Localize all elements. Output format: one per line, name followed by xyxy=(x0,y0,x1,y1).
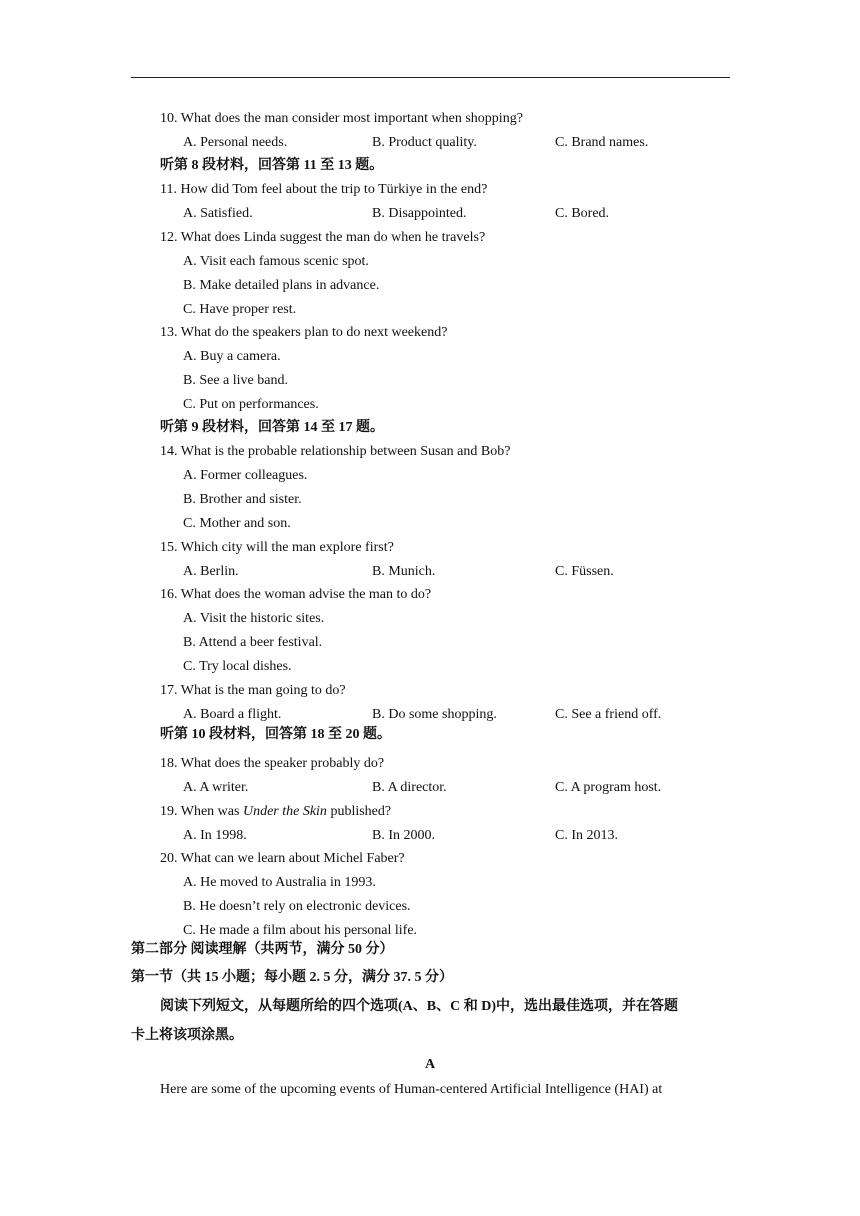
q16-option-b: B. Attend a beer festival. xyxy=(183,635,323,650)
book-title: Under the Skin xyxy=(242,804,327,819)
question-12: 12. What does Linda suggest the man do when he travels? xyxy=(160,230,486,245)
question-20: 20. What can we learn about Michel Faber? xyxy=(160,851,405,866)
q15-option-c: C. Füssen. xyxy=(555,564,614,579)
q10-option-c: C. Brand names. xyxy=(555,135,649,150)
q18-option-a: A. A writer. xyxy=(183,780,249,795)
q10-option-a: A. Personal needs. xyxy=(183,135,288,150)
q15-option-b: B. Munich. xyxy=(372,564,436,579)
q19-option-a: A. In 1998. xyxy=(183,828,247,843)
q15-option-a: A. Berlin. xyxy=(183,564,239,579)
instruction-line-2: 卡上将该项涂黑。 xyxy=(131,1028,243,1043)
question-17: 17. What is the man going to do? xyxy=(160,683,346,698)
q13-option-c: C. Put on performances. xyxy=(183,397,319,412)
part-two-title: 第二部分 阅读理解（共两节，满分 50 分） xyxy=(131,942,394,957)
q12-option-c: C. Have proper rest. xyxy=(183,302,297,317)
question-10: 10. What does the man consider most important when shopping? xyxy=(160,111,523,126)
q14-option-c: C. Mother and son. xyxy=(183,516,291,531)
passage-label: A xyxy=(424,1057,436,1072)
q11-option-c: C. Bored. xyxy=(555,206,610,221)
q20-option-b: B. He doesn’t rely on electronic devices. xyxy=(183,899,411,914)
q12-option-a: A. Visit each famous scenic spot. xyxy=(183,254,369,269)
q17-option-b: B. Do some shopping. xyxy=(372,707,497,722)
q16-option-a: A. Visit the historic sites. xyxy=(183,611,325,626)
section-one-title: 第一节（共 15 小题；每小题 2. 5 分，满分 37. 5 分） xyxy=(131,970,453,985)
question-16: 16. What does the woman advise the man to do? xyxy=(160,587,432,602)
header-rule xyxy=(131,77,730,78)
section-heading-8: 听第 8 段材料，回答第 11 至 13 题。 xyxy=(160,158,384,173)
q20-option-c: C. He made a film about his personal life. xyxy=(183,923,418,938)
question-14: 14. What is the probable relationship between Susan and Bob? xyxy=(160,444,511,459)
q11-option-a: A. Satisfied. xyxy=(183,206,253,221)
q18-option-c: C. A program host. xyxy=(555,780,662,795)
q10-option-b: B. Product quality. xyxy=(372,135,477,150)
q11-option-b: B. Disappointed. xyxy=(372,206,467,221)
question-18: 18. What does the speaker probably do? xyxy=(160,756,385,771)
q14-option-b: B. Brother and sister. xyxy=(183,492,302,507)
q12-option-b: B. Make detailed plans in advance. xyxy=(183,278,380,293)
section-heading-9: 听第 9 段材料，回答第 14 至 17 题。 xyxy=(160,420,384,435)
question-13: 13. What do the speakers plan to do next weekend? xyxy=(160,325,448,340)
q19-option-b: B. In 2000. xyxy=(372,828,435,843)
q17-option-c: C. See a friend off. xyxy=(555,707,662,722)
passage-first-line: Here are some of the upcoming events of Human-centered Artificial Intelligence (HAI) at xyxy=(160,1082,663,1097)
question-11: 11. How did Tom feel about the trip to Türkiye in the end? xyxy=(160,182,488,197)
question-15: 15. Which city will the man explore first? xyxy=(160,540,394,555)
q19-option-c: C. In 2013. xyxy=(555,828,618,843)
instruction-line-1: 阅读下列短文，从每题所给的四个选项(A、B、C 和 D)中，选出最佳选项，并在答题 xyxy=(160,999,678,1014)
q16-option-c: C. Try local dishes. xyxy=(183,659,292,674)
q13-option-a: A. Buy a camera. xyxy=(183,349,281,364)
section-heading-10: 听第 10 段材料，回答第 18 至 20 题。 xyxy=(160,727,391,742)
q18-option-b: B. A director. xyxy=(372,780,447,795)
question-19: 19. When was Under the Skin published? xyxy=(160,804,392,819)
q13-option-b: B. See a live band. xyxy=(183,373,288,388)
q20-option-a: A. He moved to Australia in 1993. xyxy=(183,875,376,890)
q14-option-a: A. Former colleagues. xyxy=(183,468,308,483)
q17-option-a: A. Board a flight. xyxy=(183,707,282,722)
